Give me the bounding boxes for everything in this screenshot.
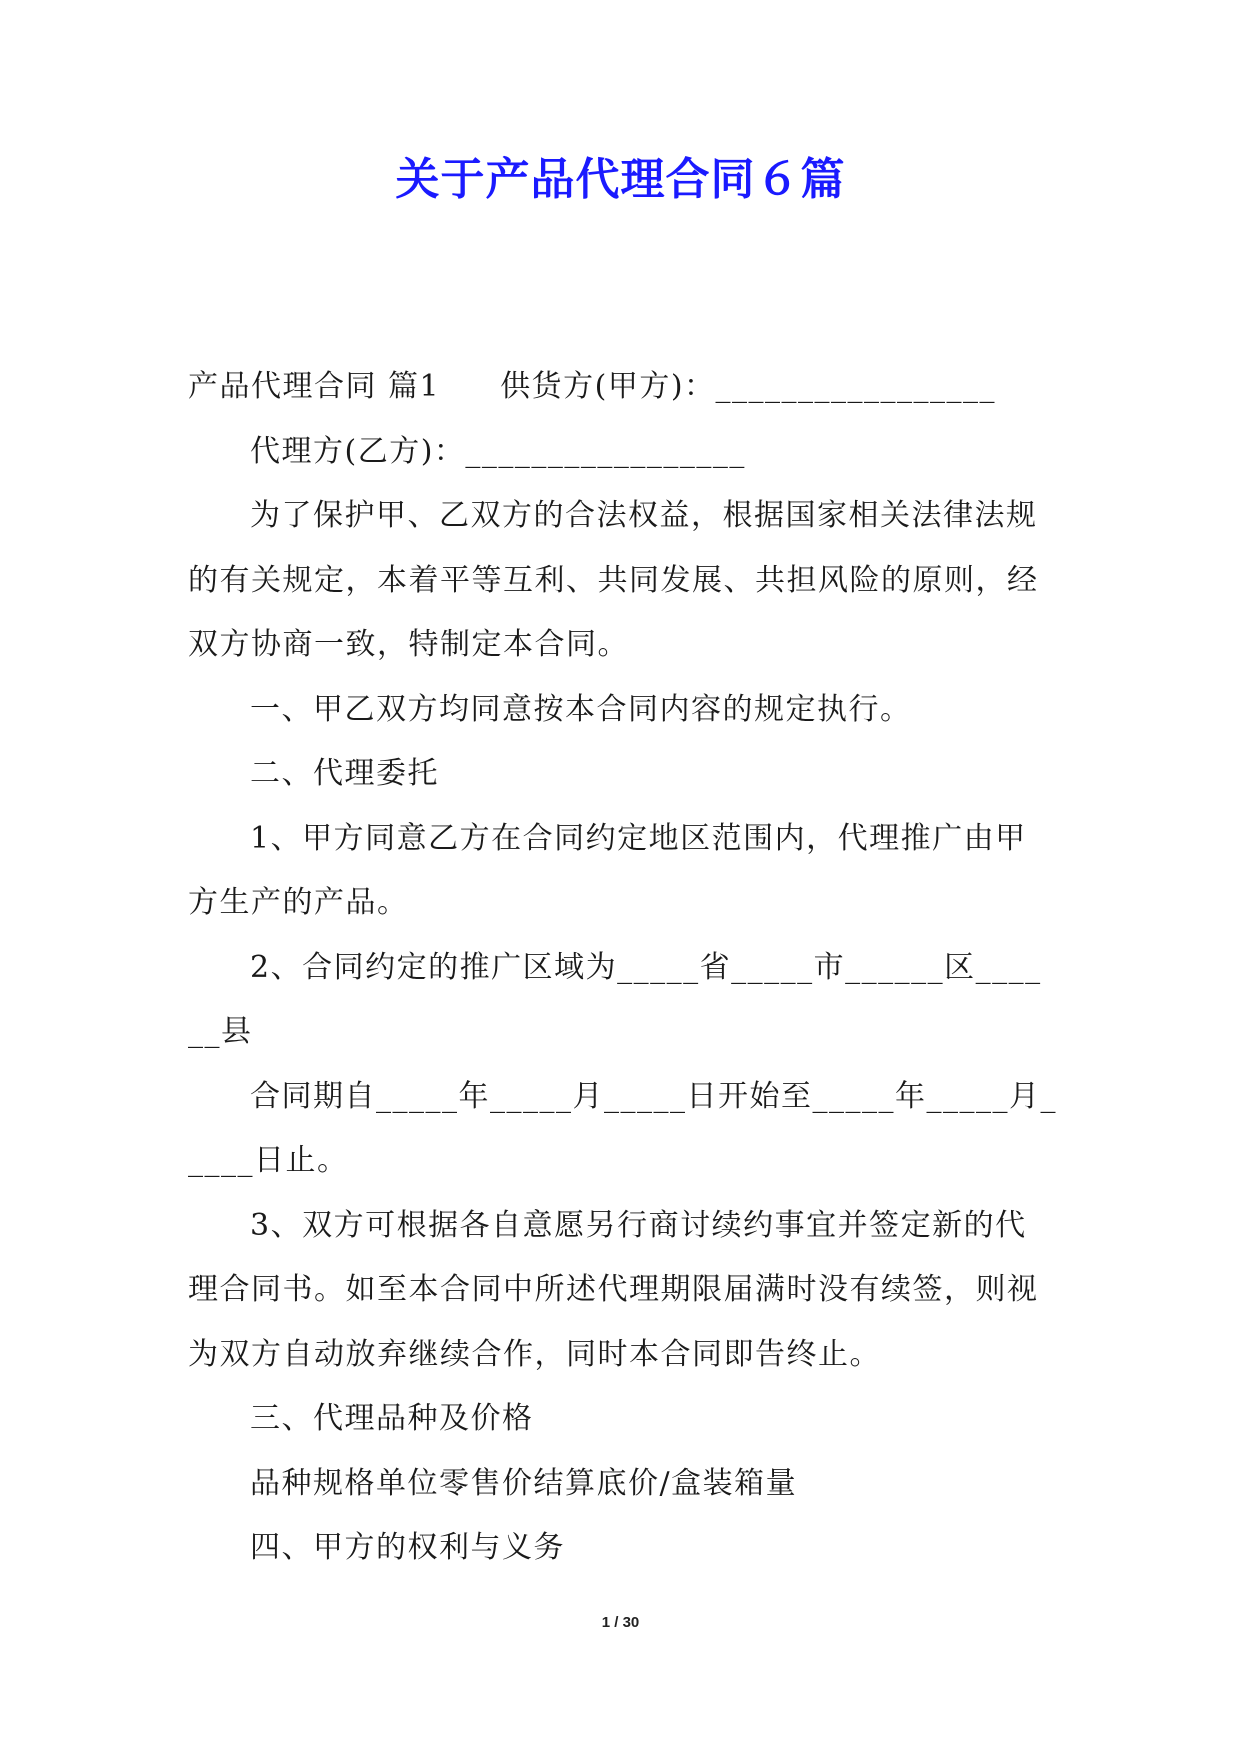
paragraph-item-3: 3、双方可根据各自意愿另行商讨续约事宜并签定新的代理合同书。如至本合同中所述代理期限届满时没有续签，则视为双方自动放弃继续合作，同时本合同即告终止。 <box>188 1207 1039 1372</box>
agent-field: 代理方(乙方)：_________________ <box>250 433 746 469</box>
paragraph-item-2: 2、合同约定的推广区域为_____省_____市______区______县 <box>188 949 1042 1049</box>
document-title: 关于产品代理合同６篇 <box>395 154 846 205</box>
paragraph-clause-4-heading: 四、甲方的权利与义务 <box>250 1530 565 1565</box>
paragraph-contract-period: 合同期自_____年_____月_____日开始至_____年_____月_____日止。 <box>188 1078 1057 1178</box>
paragraph-heading-line <box>188 355 1058 420</box>
supplier-field: 供货方(甲方)：_________________ <box>500 369 997 404</box>
section-heading: 产品代理合同 篇1 <box>188 369 441 404</box>
paragraph-clause-1: 一、甲乙双方均同意按本合同内容的规定执行。 <box>250 691 912 727</box>
page-number: 1 / 30 <box>601 1614 640 1631</box>
paragraph-preamble: 为了保护甲、乙双方的合法权益，根据国家相关法律法规的有关规定，本着平等互利、共同发展、共担风险的原则，经双方协商一致，特制定本合同。 <box>188 498 1039 662</box>
paragraph-product-columns: 品种规格单位零售价结算底价/盒装箱量 <box>250 1465 798 1501</box>
document-body <box>188 355 1058 1581</box>
paragraph-clause-3-heading: 三、代理品种及价格 <box>250 1401 534 1436</box>
paragraph-clause-2-heading: 二、代理委托 <box>250 756 439 791</box>
paragraph-item-1: 1、甲方同意乙方在合同约定地区范围内，代理推广由甲方生产的产品。 <box>188 820 1027 920</box>
